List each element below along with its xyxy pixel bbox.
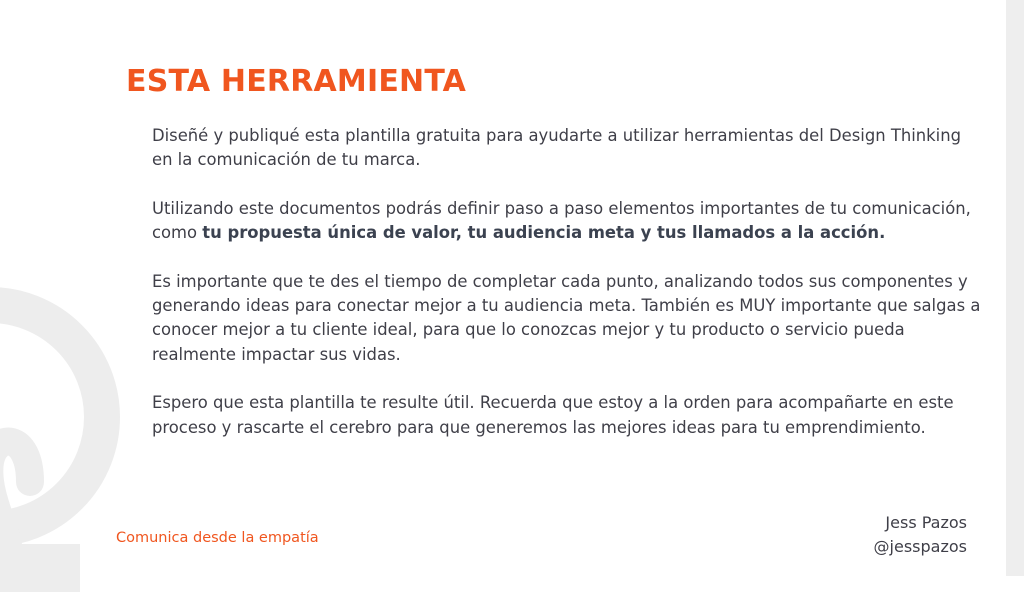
paragraph-usage-start: Utilizando este documentos podrás definir paso a paso elementos importantes de tu comunicación, como (152, 198, 971, 243)
body-text (152, 124, 982, 464)
author-handle: @jesspazos (873, 537, 967, 556)
footer-tagline: Comunica desde la empatía (116, 530, 319, 546)
highlight-audience-cta: tu audiencia meta y tus llamados a la acción. (467, 223, 886, 243)
paragraph-importance: Es importante que te des el tiempo de completar cada punto, analizando todos sus componentes y generando ideas para conectar mejor a tu audiencia meta. También es MUY importante que salgas a conocer mejor a tu cliente ideal, para que lo conozcas mejor y tu producto o servicio pueda realmente impactar sus vidas. (152, 271, 981, 364)
highlight-value-proposition: tu propuesta única de valor (202, 223, 456, 243)
slide-title: ESTA HERRAMIENTA (126, 64, 467, 99)
author-name: Jess Pazos (885, 513, 967, 532)
highlight-separator: , (455, 223, 468, 243)
paragraph-usage (152, 197, 982, 246)
paragraph-closing: Espero que esta plantilla te resulte útil. Recuerda que estoy a la orden para acompañarte en este proceso y rascarte el cerebro para que generemos las mejores ideas para tu emprendimiento. (152, 393, 954, 437)
right-edge-band (1006, 0, 1024, 576)
author-block (874, 511, 967, 559)
paragraph-intro: Diseñé y publiqué esta plantilla gratuita para ayudarte a utilizar herramientas del Design Thinking en la comunicación de tu marca. (152, 126, 962, 170)
